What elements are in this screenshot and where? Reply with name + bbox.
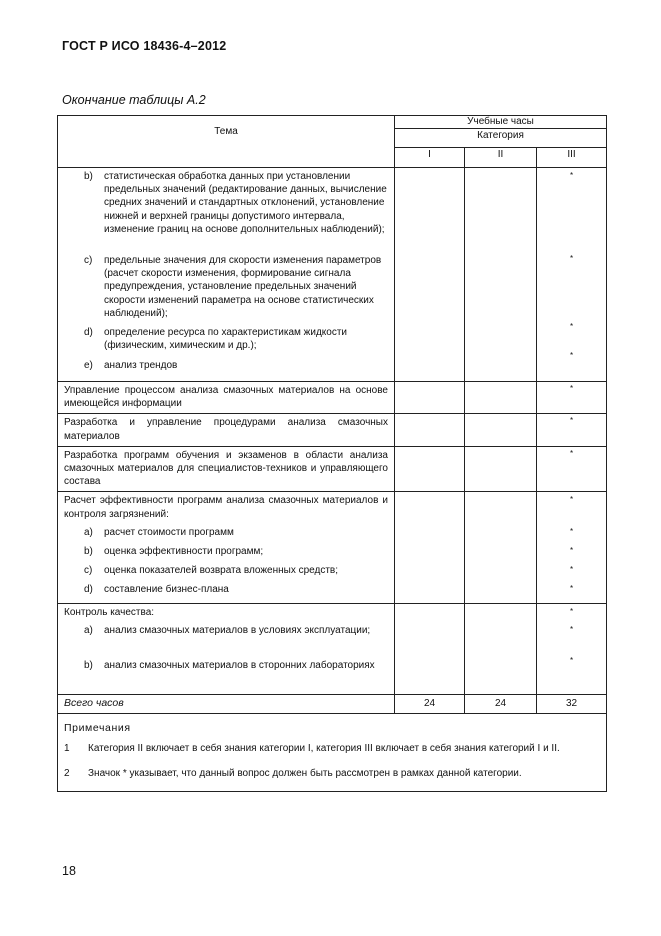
hours-cell-2 — [465, 168, 537, 382]
item-letter: c) — [84, 255, 93, 266]
item-letter: b) — [84, 546, 93, 558]
column-header-topic: Тема — [58, 116, 395, 168]
category-mark: * — [569, 254, 574, 264]
total-label: Всего часов — [58, 695, 395, 714]
item-letter: d) — [84, 327, 93, 338]
column-header-category: Категория — [395, 129, 607, 148]
notes-title: Примечания — [64, 722, 131, 735]
item-letter: b) — [84, 171, 93, 182]
item-letter: b) — [84, 660, 93, 672]
category-mark: * — [569, 350, 574, 360]
column-header-hours: Учебные часы — [395, 116, 607, 129]
note-number: 1 — [64, 742, 70, 754]
item-text: оценка эффективности программ; — [104, 546, 264, 558]
hours-cell-1 — [395, 168, 465, 382]
category-mark: * — [569, 171, 574, 180]
note-item — [64, 767, 600, 781]
document-header: ГОСТ Р ИСО 18436-4–2012 — [62, 39, 227, 53]
category-mark: * — [537, 382, 607, 414]
category-mark: * — [569, 655, 574, 665]
list-item — [58, 581, 394, 600]
topic-cell — [58, 168, 395, 382]
category-mark: * — [537, 414, 607, 446]
topic-cell: Разработка и управление процедурами анализа смазочных материалов — [58, 414, 395, 446]
hours-cell-1 — [395, 492, 465, 604]
total-row — [58, 695, 607, 714]
category-mark: * — [569, 607, 574, 617]
list-item — [58, 524, 394, 543]
category-mark: * — [537, 446, 607, 492]
hours-cell-2 — [465, 382, 537, 414]
list-item — [58, 562, 394, 581]
hours-cell-2 — [465, 446, 537, 492]
group-lead: Контроль качества: — [64, 607, 155, 619]
training-hours-table — [57, 115, 607, 792]
hours-cell-1 — [395, 382, 465, 414]
category-header-3: III — [537, 148, 607, 168]
list-item — [58, 168, 394, 252]
hours-cell-2 — [465, 604, 537, 695]
item-letter: d) — [84, 584, 93, 596]
hours-cell-1 — [395, 414, 465, 446]
category-mark: * — [569, 495, 574, 505]
item-text: определение ресурса по характеристикам жидкости (физическим, химическим и др.); — [104, 327, 347, 352]
note-number: 2 — [64, 768, 70, 780]
hours-cell-3 — [537, 604, 607, 695]
total-value-1: 24 — [395, 695, 465, 714]
topic-cell: Разработка программ обучения и экзаменов в области анализа смазочных материалов для специалистов-техников и управляющего состава — [58, 446, 395, 492]
table-row — [58, 604, 607, 695]
topic-cell: Управление процессом анализа смазочных материалов на основе имеющейся информации — [58, 382, 395, 414]
page-number: 18 — [62, 864, 76, 878]
table-row — [58, 492, 607, 604]
topic-cell — [58, 492, 395, 604]
category-mark: * — [569, 624, 574, 634]
list-item — [58, 543, 394, 562]
category-mark: * — [569, 564, 574, 574]
category-header-1: I — [395, 148, 465, 168]
item-letter: e) — [84, 360, 93, 371]
item-text: предельные значения для скорости изменения параметров (расчет скорости изменения, формирование сигнала предупреждения, установление предельных значений скорости изменений параметра на основе статистических наблюдений); — [104, 255, 382, 319]
category-mark: * — [569, 526, 574, 536]
table-caption: Окончание таблицы А.2 — [62, 93, 206, 107]
note-text: Значок * указывает, что данный вопрос должен быть рассмотрен в рамках данной категории. — [88, 768, 522, 780]
hours-cell-2 — [465, 492, 537, 604]
hours-cell-1 — [395, 604, 465, 695]
total-value-2: 24 — [465, 695, 537, 714]
group-lead: Расчет эффективности программ анализа смазочных материалов и контроля загрязнений: — [64, 495, 388, 520]
table-row — [58, 168, 607, 382]
item-text: расчет стоимости программ — [104, 527, 234, 539]
notes-row — [58, 714, 607, 791]
table-row — [58, 446, 607, 492]
category-mark: * — [569, 545, 574, 555]
list-item — [58, 622, 394, 657]
category-header-2: II — [465, 148, 537, 168]
list-item — [58, 357, 394, 377]
table-row — [58, 382, 607, 414]
note-text: Категория II включает в себя знания категории I, категория III включает в себя знания категорий I и II. — [88, 742, 560, 754]
topic-cell — [58, 604, 395, 695]
category-mark: * — [569, 322, 574, 332]
item-text: анализ смазочных материалов в условиях эксплуатации; — [104, 625, 371, 637]
item-letter: c) — [84, 565, 93, 577]
category-mark: * — [569, 584, 574, 594]
list-item — [58, 324, 394, 357]
hours-cell-1 — [395, 446, 465, 492]
item-text: статистическая обработка данных при установлении предельных значений (редактирование данных, вычисление средних значений и стандартных отклонений, установление нижней и верхней границы допустимого интервала, изменение границ на основе дополнительных наблюдений); — [104, 171, 387, 235]
hours-cell-3 — [537, 168, 607, 382]
item-text: анализ трендов — [104, 360, 178, 371]
total-value-3: 32 — [537, 695, 607, 714]
item-text: составление бизнес-плана — [104, 584, 229, 596]
item-text: оценка показателей возврата вложенных средств; — [104, 565, 339, 577]
note-item — [64, 742, 600, 756]
notes-cell — [58, 714, 607, 791]
hours-cell-3 — [537, 492, 607, 604]
list-item — [58, 252, 394, 324]
hours-cell-2 — [465, 414, 537, 446]
list-item — [58, 657, 394, 691]
item-letter: a) — [84, 625, 93, 637]
item-letter: a) — [84, 527, 93, 539]
table-row — [58, 414, 607, 446]
item-text: анализ смазочных материалов в сторонних лабораториях — [104, 660, 375, 672]
